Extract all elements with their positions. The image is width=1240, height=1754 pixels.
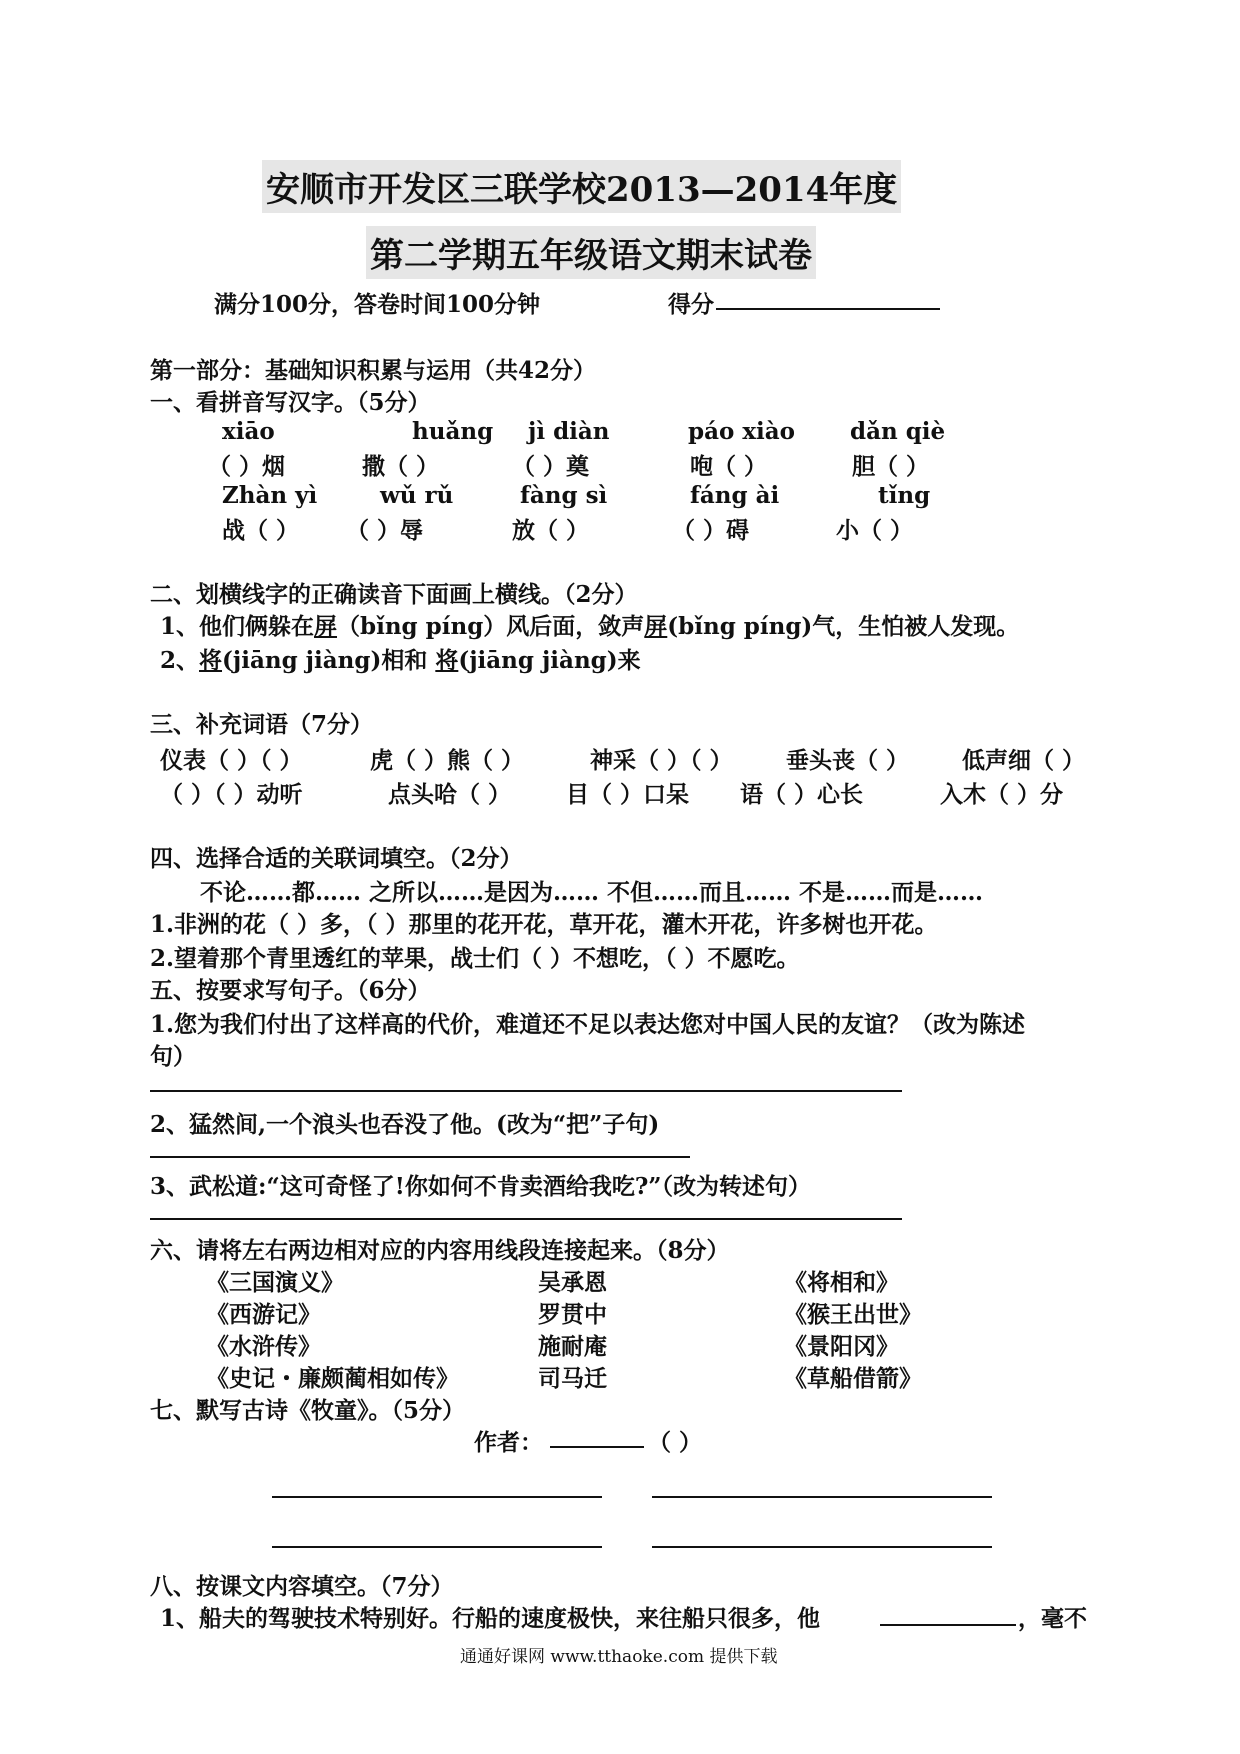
q2-sentence-1 bbox=[160, 608, 1019, 641]
idiom-blank[interactable]: （ ）（ ）动听 bbox=[160, 781, 303, 808]
q2-s1-part: (bǐng píng)气，生怕被人发现。 bbox=[667, 613, 1020, 640]
score-blank[interactable] bbox=[716, 308, 940, 310]
q5-heading: 五、按要求写句子。（6分） bbox=[150, 977, 431, 1004]
q1-heading: 一、看拼音写汉字。（5分） bbox=[150, 389, 431, 416]
pinyin-cell: xiāo bbox=[222, 418, 275, 445]
idiom-blank[interactable]: 虎（ ）熊（ ） bbox=[370, 747, 525, 774]
poem-author-blank[interactable] bbox=[550, 1446, 644, 1448]
answer-line[interactable] bbox=[150, 1218, 902, 1220]
hanzi-blank[interactable]: （ ）辱 bbox=[346, 517, 424, 544]
pinyin-cell: huǎng bbox=[412, 418, 494, 445]
underlined-char: 屏 bbox=[644, 613, 668, 640]
q3-heading: 三、补充词语（7分） bbox=[150, 711, 374, 738]
hanzi-blank[interactable]: （ ）碍 bbox=[672, 517, 750, 544]
pinyin-cell: páo xiào bbox=[688, 418, 796, 445]
exam-meta: 满分100分，答卷时间100分钟 bbox=[214, 291, 541, 318]
q5-sentence-1: 1.您为我们付出了这样高的代价，难道还不足以表达您对中国人民的友谊？（改为陈述 bbox=[150, 1011, 1026, 1038]
q4-sentence-1[interactable]: 1.非洲的花（ ）多，（ ）那里的花开花，草开花，灌木开花，许多树也开花。 bbox=[150, 911, 938, 938]
author-name[interactable]: 司马迁 bbox=[538, 1365, 607, 1392]
book-title[interactable]: 《水浒传》 bbox=[206, 1333, 321, 1360]
exam-title-line1: 安顺市开发区三联学校2013—2014年度 bbox=[262, 160, 901, 213]
q8-sentence-1-end: ，毫不 bbox=[1018, 1605, 1087, 1632]
hanzi-blank[interactable]: 战（ ） bbox=[222, 517, 300, 544]
q2-s2-part: 2、 bbox=[160, 647, 200, 674]
idiom-blank[interactable]: 语（ ）心长 bbox=[740, 781, 864, 808]
poem-author-label: 作者： bbox=[474, 1429, 543, 1456]
q5-sentence-3: 3、武松道:“这可奇怪了!你如何不肯卖酒给我吃?”（改为转述句） bbox=[150, 1173, 812, 1200]
pinyin-cell: dǎn qiè bbox=[850, 418, 946, 445]
q8-heading: 八、按课文内容填空。（7分） bbox=[150, 1573, 454, 1600]
underlined-char: 屏 bbox=[314, 613, 338, 640]
poem-dynasty-blank[interactable]: （ ） bbox=[648, 1429, 703, 1456]
q5-sentence-2: 2、猛然间,一个浪头也吞没了他。(改为“把”子句) bbox=[150, 1111, 660, 1138]
story-title[interactable]: 《将相和》 bbox=[784, 1269, 899, 1296]
q2-s2-part: (jiāng jiàng)相和 bbox=[222, 647, 436, 674]
part1-heading: 第一部分：基础知识积累与运用（共42分） bbox=[150, 357, 597, 384]
q2-s1-part: （bǐng píng）风后面，敛声 bbox=[337, 613, 645, 640]
q4-heading: 四、选择合适的关联词填空。（2分） bbox=[150, 845, 523, 872]
q6-heading: 六、请将左右两边相对应的内容用线段连接起来。（8分） bbox=[150, 1237, 730, 1264]
story-title[interactable]: 《猴王出世》 bbox=[784, 1301, 922, 1328]
pinyin-cell: wǔ rǔ bbox=[380, 482, 454, 509]
q2-s1-part: 1、他们俩躲在 bbox=[160, 613, 315, 640]
answer-line[interactable] bbox=[150, 1156, 690, 1158]
hanzi-blank[interactable]: 胆（ ） bbox=[852, 453, 930, 480]
q8-sentence-1: 1、船夫的驾驶技术特别好。行船的速度极快，来往船只很多，他 bbox=[160, 1605, 821, 1632]
q2-sentence-2 bbox=[160, 642, 641, 675]
idiom-blank[interactable]: 垂头丧（ ） bbox=[786, 747, 910, 774]
score-label: 得分 bbox=[668, 291, 714, 318]
hanzi-blank[interactable]: 小（ ） bbox=[836, 517, 914, 544]
hanzi-blank[interactable]: 咆（ ） bbox=[690, 453, 768, 480]
footer-credit: 通通好课网 www.tthaoke.com 提供下载 bbox=[460, 1647, 778, 1667]
idiom-blank[interactable]: 仪表（ ）（ ） bbox=[160, 747, 303, 774]
hanzi-blank[interactable]: 撒（ ） bbox=[362, 453, 440, 480]
idiom-blank[interactable]: 目（ ）口呆 bbox=[566, 781, 690, 808]
idiom-blank[interactable]: 低声细（ ） bbox=[962, 747, 1086, 774]
hanzi-blank[interactable]: （ ）奠 bbox=[512, 453, 590, 480]
story-title[interactable]: 《草船借箭》 bbox=[784, 1365, 922, 1392]
story-title[interactable]: 《景阳冈》 bbox=[784, 1333, 899, 1360]
hanzi-blank[interactable]: （ ）烟 bbox=[208, 453, 286, 480]
book-title[interactable]: 《史记・廉颇蔺相如传》 bbox=[206, 1365, 459, 1392]
idiom-blank[interactable]: 入木（ ）分 bbox=[940, 781, 1064, 808]
pinyin-cell: fáng ài bbox=[690, 482, 780, 509]
poem-line-blank[interactable] bbox=[652, 1546, 992, 1548]
poem-line-blank[interactable] bbox=[272, 1496, 602, 1498]
author-name[interactable]: 吴承恩 bbox=[538, 1269, 607, 1296]
pinyin-cell: Zhàn yì bbox=[222, 482, 318, 509]
hanzi-blank[interactable]: 放（ ） bbox=[512, 517, 590, 544]
q2-heading: 二、划横线字的正确读音下面画上横线。（2分） bbox=[150, 581, 638, 608]
author-name[interactable]: 施耐庵 bbox=[538, 1333, 607, 1360]
idiom-blank[interactable]: 点头哈（ ） bbox=[388, 781, 512, 808]
pinyin-cell: tǐng bbox=[878, 482, 931, 509]
poem-line-blank[interactable] bbox=[652, 1496, 992, 1498]
q2-s2-part: (jiāng jiàng)来 bbox=[458, 647, 641, 674]
q7-heading: 七、默写古诗《牧童》。（5分） bbox=[150, 1397, 466, 1424]
author-name[interactable]: 罗贯中 bbox=[538, 1301, 607, 1328]
poem-line-blank[interactable] bbox=[272, 1546, 602, 1548]
book-title[interactable]: 《三国演义》 bbox=[206, 1269, 344, 1296]
underlined-char: 将 bbox=[199, 647, 223, 674]
q4-sentence-2[interactable]: 2.望着那个青里透红的苹果，战士们（ ）不想吃，（ ）不愿吃。 bbox=[150, 945, 800, 972]
pinyin-cell: fàng sì bbox=[520, 482, 608, 509]
q8-blank[interactable] bbox=[880, 1624, 1016, 1626]
book-title[interactable]: 《西游记》 bbox=[206, 1301, 321, 1328]
q5-sentence-1-cont: 句） bbox=[150, 1043, 196, 1070]
exam-title-line2: 第二学期五年级语文期末试卷 bbox=[366, 226, 816, 279]
pinyin-cell: jì diàn bbox=[528, 418, 610, 445]
answer-line[interactable] bbox=[150, 1090, 902, 1092]
idiom-blank[interactable]: 神采（ ）（ ） bbox=[590, 747, 733, 774]
underlined-char: 将 bbox=[435, 647, 459, 674]
conjunction-options: 不论……都…… 之所以……是因为…… 不但……而且…… 不是……而是…… bbox=[200, 879, 984, 906]
